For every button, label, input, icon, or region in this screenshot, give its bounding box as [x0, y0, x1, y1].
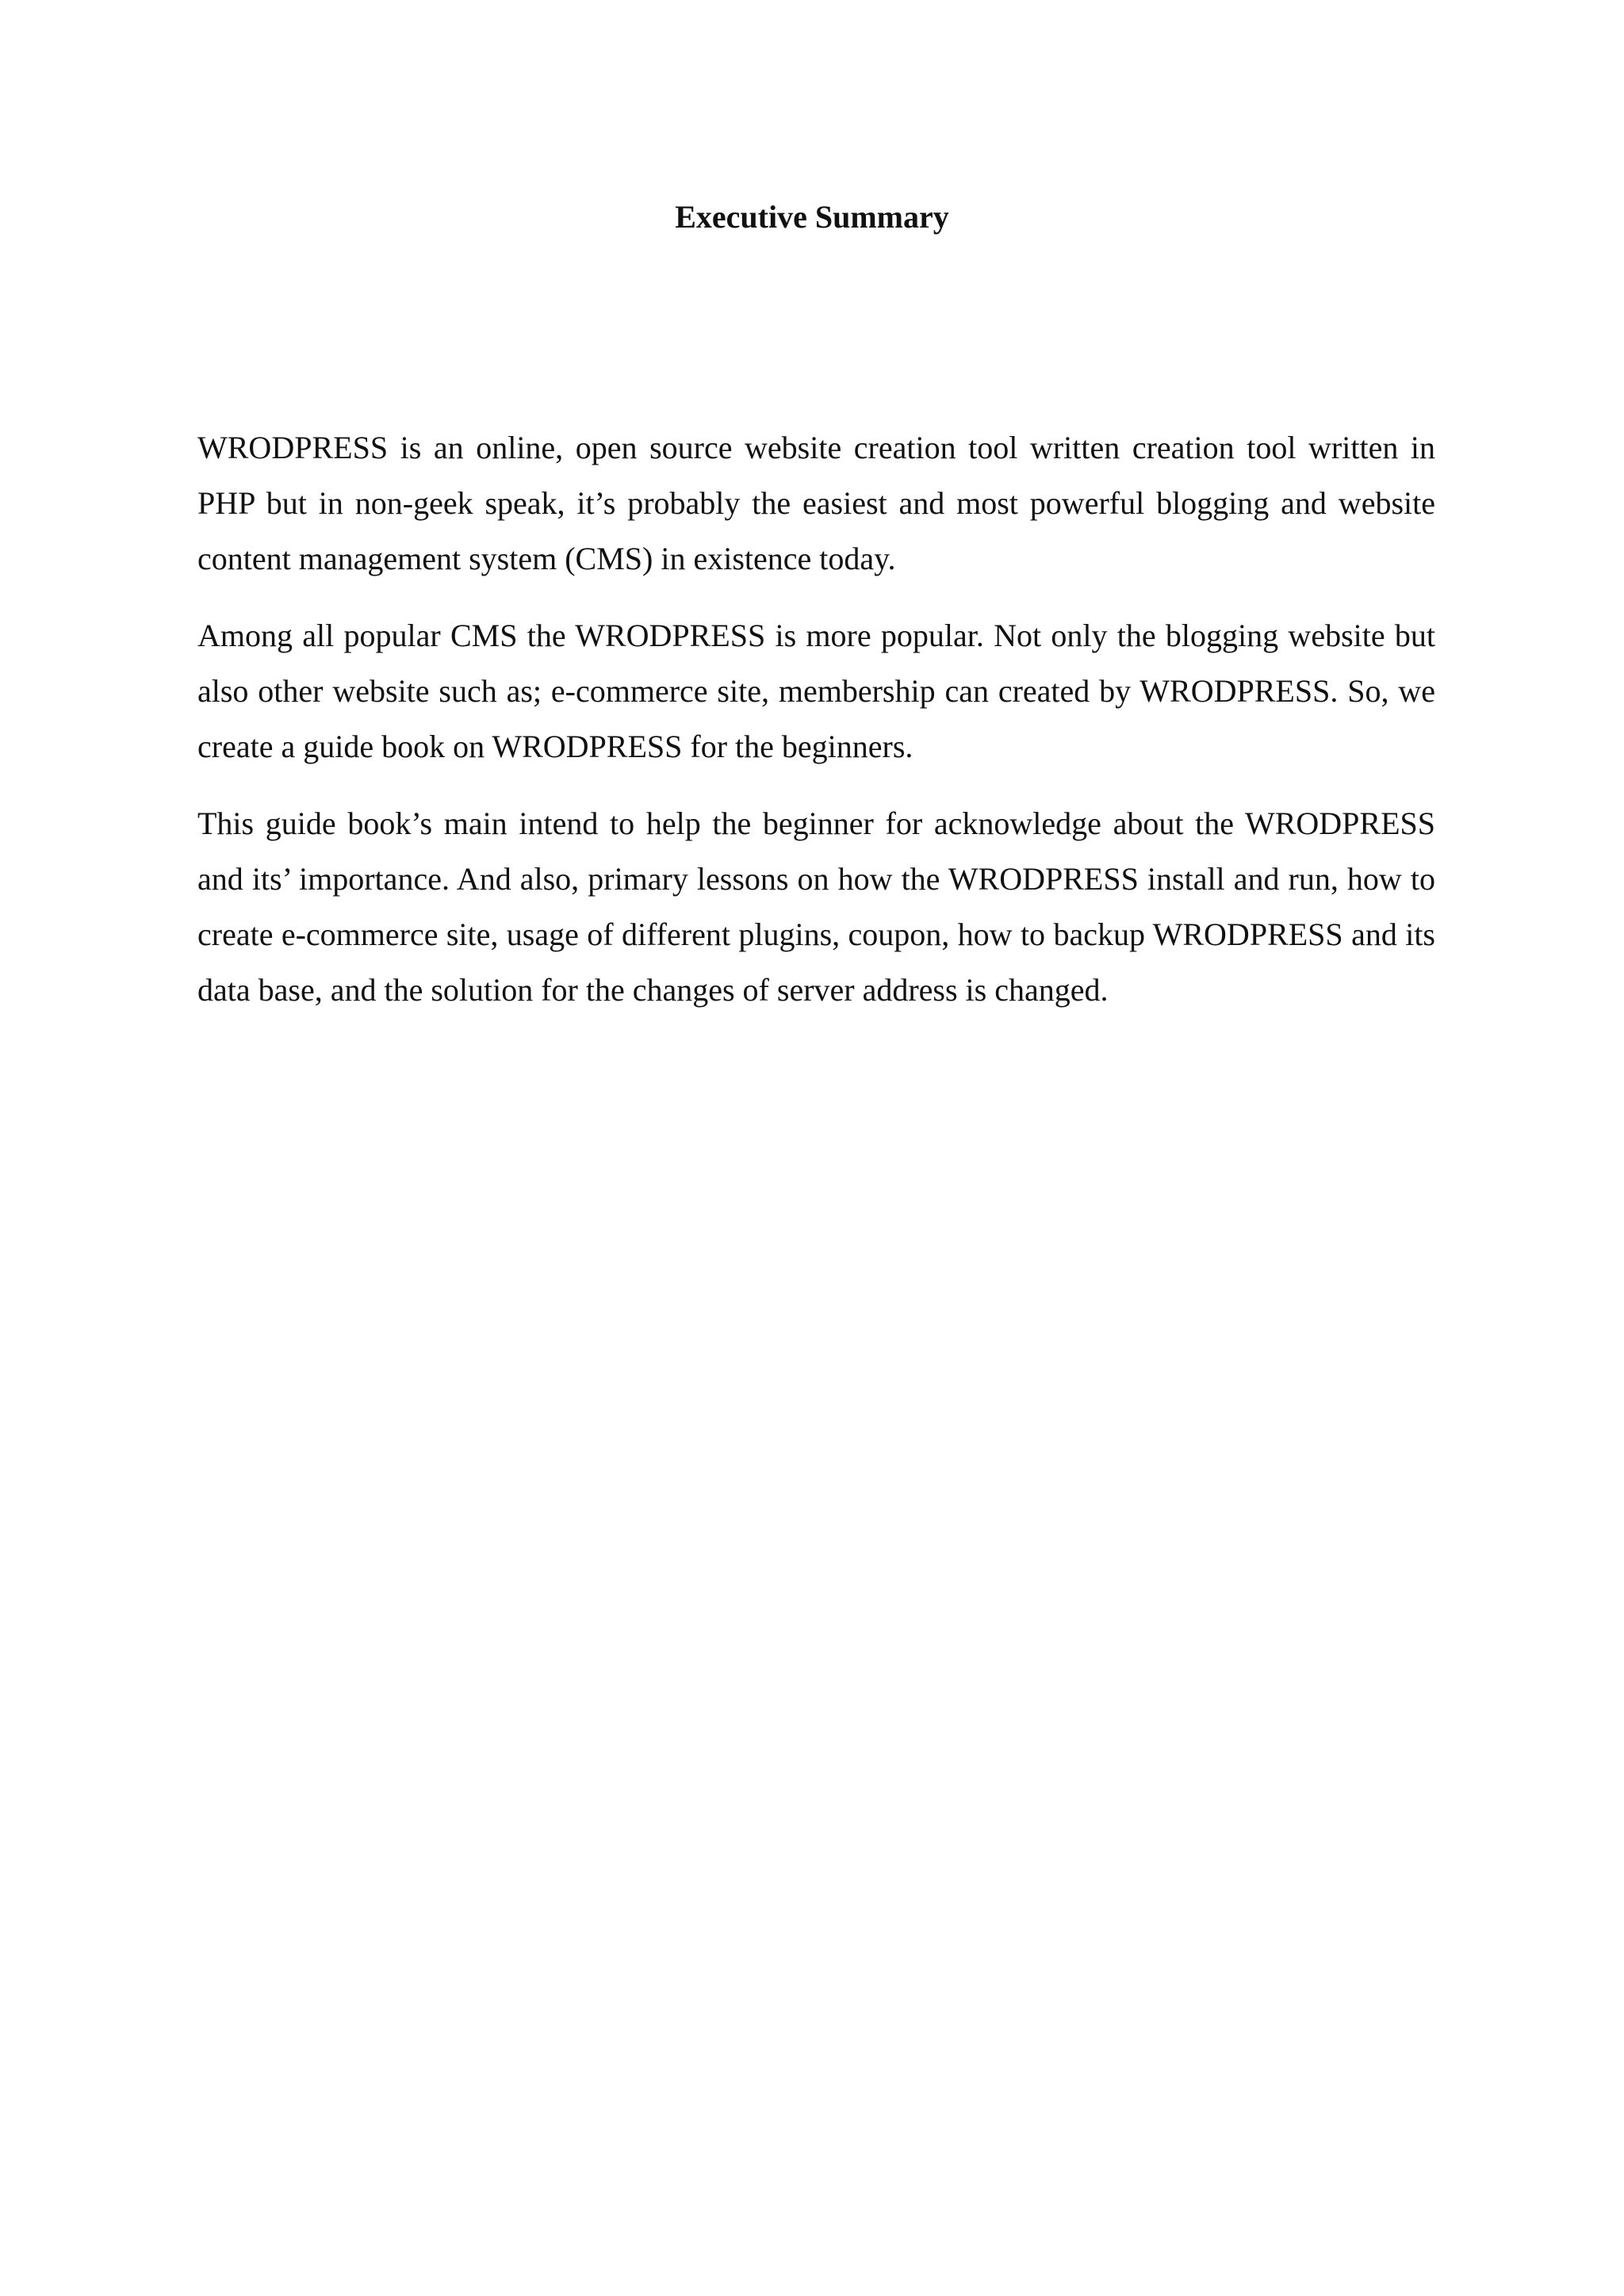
page-title: Executive Summary — [675, 199, 949, 235]
body-text — [197, 420, 1435, 1039]
paragraph-guide-purpose: This guide book’s main intend to help the beginner for acknowledge about the WRODPRESS and its’ importance. And also, primary lessons on how the WRODPRESS install and run, how to create e-commerce site, usage of different plugins, coupon, how to backup WRODPRESS and its data base, and the solution for the changes of server address is changed. — [197, 806, 1435, 1008]
paragraph-intro: WRODPRESS is an online, open source website creation tool written creation tool written in PHP but in non-geek speak, it’s probably the easiest and most powerful blogging and website content management system (CMS) in existence today. — [197, 430, 1435, 576]
paragraph-popularity: Among all popular CMS the WRODPRESS is more popular. Not only the blogging website but also other website such as; e-commerce site, membership can created by WRODPRESS. So, we create a guide book on WRODPRESS for the beginners. — [197, 618, 1435, 764]
